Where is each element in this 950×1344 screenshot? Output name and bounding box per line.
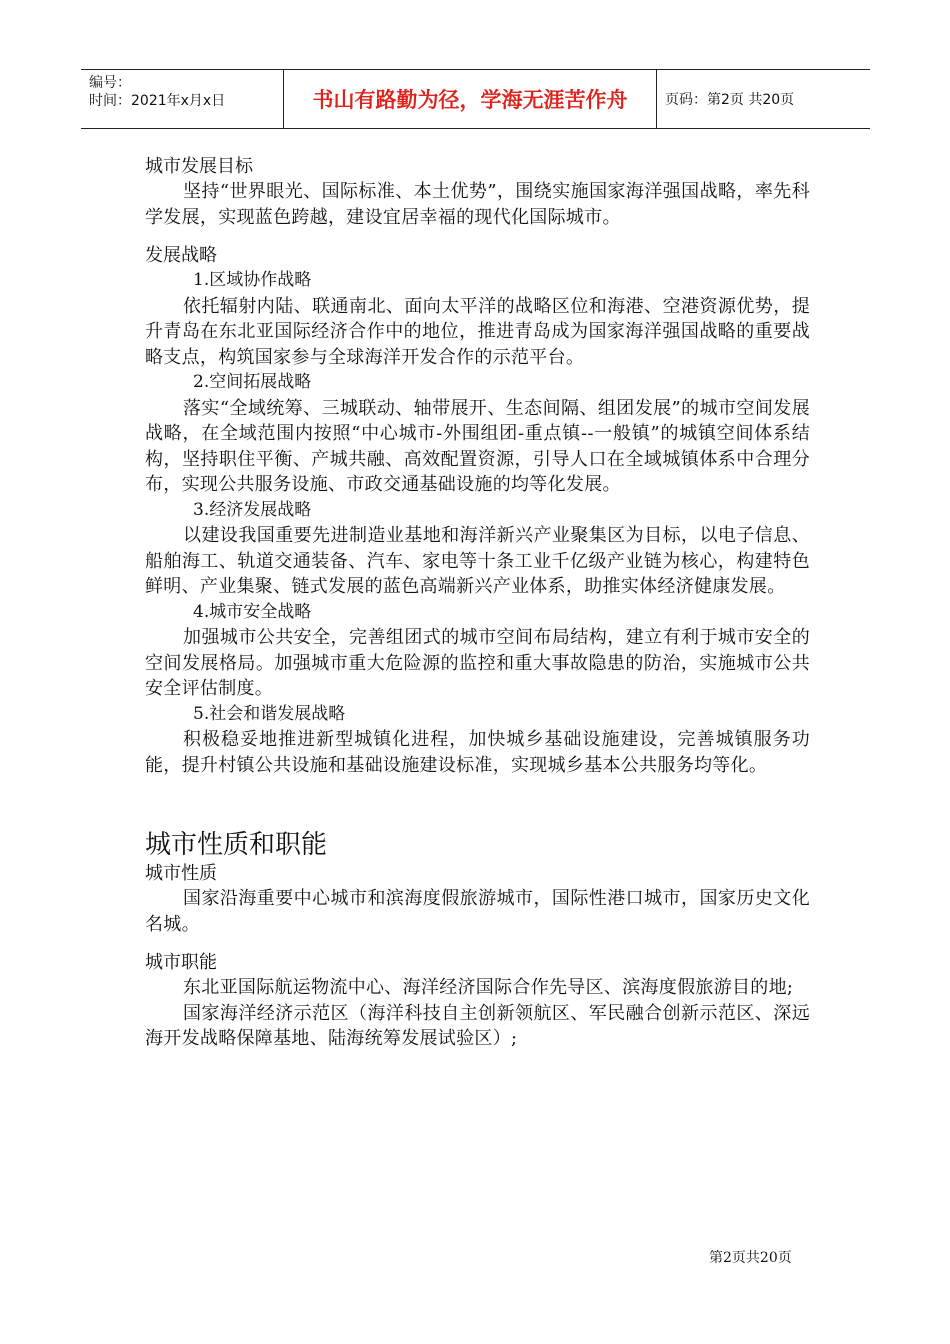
strategy-title: 发展战略 (145, 245, 217, 266)
strategy-text: 落实“全域统筹、三城联动、轴带展开、生态间隔、组团发展”的城市空间发展战略，在全域范围内按照“中心城市-外围组团-重点镇--一般镇”的城镇空间体系结构，坚持职住平衡、产城共融、高效配置资源，引导人口在全域城镇体系中合理分布，实现公共服务设施、市政交通基础设施的均等化发展。 (145, 397, 810, 495)
strategy-heading: 1.区域协作战略 (193, 270, 312, 290)
nature-text: 国家沿海重要中心城市和滨海度假旅游城市，国际性港口城市，国家历史文化名城。 (145, 888, 810, 935)
time-label: 时间：2021年x月x日 (89, 93, 226, 109)
strategy-heading: 3.经济发展战略 (193, 499, 312, 520)
function-item: 东北亚国际航运物流中心、海洋经济国际合作先导区、滨海度假旅游目的地; (183, 977, 794, 998)
function-item: 国家海洋经济示范区（海洋科技自主创新领航区、军民融合创新示范区、深远海开发战略保障基地、陆海统筹发展试验区）; (145, 1002, 810, 1049)
goal-text: 坚持“世界眼光、国际标准、本土优势”，围绕实施国家海洋强国战略，率先科学发展，实现蓝色跨越，建设宜居幸福的现代化国际城市。 (145, 181, 810, 228)
page-footer: 第2页共20页 (709, 1250, 792, 1266)
strategy-heading: 2.空间拓展战略 (193, 372, 312, 392)
strategy-heading: 5.社会和谐发展战略 (193, 703, 346, 724)
nature-title: 城市性质 (145, 863, 217, 884)
goal-title: 城市发展目标 (145, 156, 253, 177)
strategy-text: 积极稳妥地推进新型城镇化进程，加快城乡基础设施建设，完善城镇服务功能，提升村镇公共设施和基础设施建设标准，实现城乡基本公共服务均等化。 (145, 729, 810, 776)
header-meta (81, 70, 284, 128)
strategy-text: 加强城市公共安全，完善组团式的城市空间布局结构，建立有利于城市安全的空间发展格局。加强城市重大危险源的监控和重大事故隐患的防治，实施城市公共安全评估制度。 (145, 627, 810, 699)
strategy-text: 依托辐射内陆、联通南北、面向太平洋的战略区位和海港、空港资源优势，提升青岛在东北亚国际经济合作中的地位，推进青岛成为国家海洋强国战略的重要战略支点，构筑国家参与全球海洋开发合作的示范平台。 (145, 295, 810, 368)
header-page-code: 页码：第2页 共20页 (665, 92, 795, 108)
strategy-heading: 4.城市安全战略 (193, 601, 312, 622)
nature-section-title: 城市性质和职能 (145, 830, 328, 860)
number-label: 编号： (89, 75, 131, 91)
document-body (145, 155, 810, 1052)
strategy-text: 以建设我国重要先进制造业基地和海洋新兴产业聚集区为目标，以电子信息、船舶海工、轨道交通装备、汽车、家电等十条工业千亿级产业链为核心，构建特色鲜明、产业集聚、链式发展的蓝色高端新兴产业体系，助推实体经济健康发展。 (145, 525, 810, 597)
function-title: 城市职能 (145, 952, 217, 973)
page-header (81, 69, 870, 129)
header-motto: 书山有路勤为径，学海无涯苦作舟 (284, 70, 657, 128)
